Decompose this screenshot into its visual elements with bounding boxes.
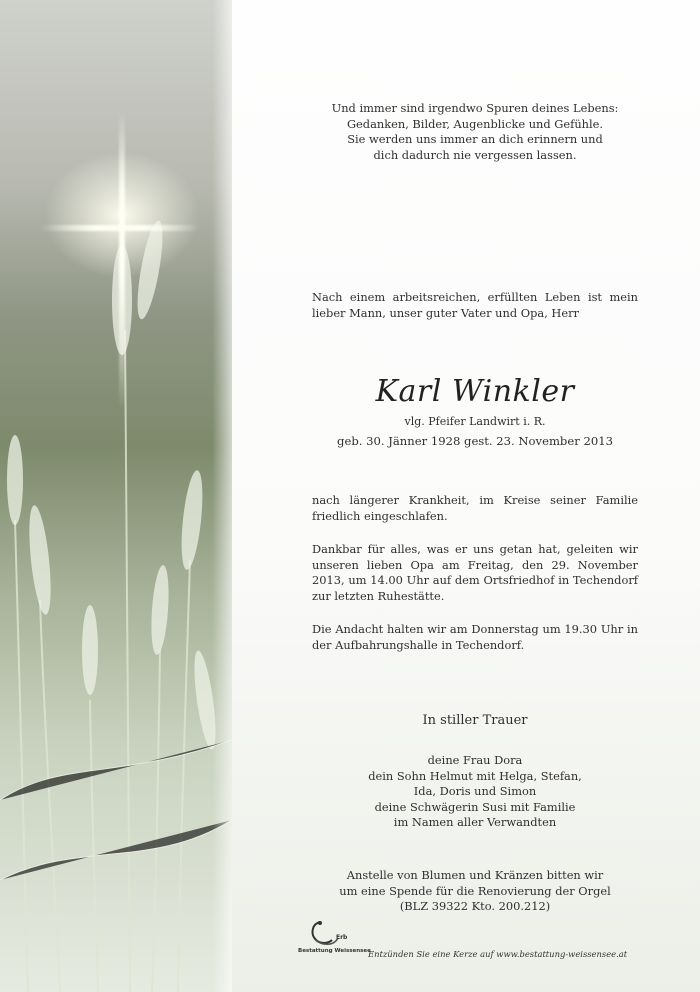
- wheat-cross-photo: [0, 0, 232, 992]
- family-member: deine Schwägerin Susi mit Familie: [374, 799, 576, 814]
- light-cross-vertical: [119, 110, 125, 410]
- funeral-home-logo[interactable]: [298, 920, 371, 960]
- donation-note: [312, 868, 638, 915]
- footer: [298, 920, 638, 962]
- light-cross-horizontal: [40, 225, 200, 231]
- motto-line: Sie werden uns immer an dich erinnern und: [347, 132, 603, 146]
- donation-line: um eine Spende für die Renovierung der Orgel: [339, 883, 611, 898]
- paragraph-vigil: Die Andacht halten wir am Donnerstag um 19.30 Uhr in der Aufbahrungshalle in Techendorf.: [312, 622, 638, 652]
- intro-text: Nach einem arbeitsreichen, erfüllten Leben ist mein lieber Mann, unser guter Vater und Opa, Herr: [312, 290, 638, 320]
- motto-verse: [312, 101, 638, 163]
- nickname: vlg. Pfeifer Landwirt i. R.: [404, 415, 546, 428]
- family-member: dein Sohn Helmut mit Helga, Stefan,: [368, 768, 582, 783]
- family-member: Ida, Doris und Simon: [413, 784, 537, 798]
- family-member: deine Frau Dora: [427, 753, 523, 767]
- paragraph-passing: nach längerer Krankheit, im Kreise seiner Familie friedlich eingeschlafen.: [312, 493, 638, 523]
- family-member: im Namen aller Verwandten: [393, 815, 557, 829]
- donation-line: (BLZ 39322 Kto. 200.212): [399, 899, 551, 913]
- wheat-stalks-graphic: [0, 0, 232, 992]
- logo-text-top: Erb: [336, 934, 348, 941]
- motto-line: dich dadurch nie vergessen lassen.: [373, 147, 577, 162]
- motto-line: Gedanken, Bilder, Augenblicke und Gefühle.: [346, 116, 604, 131]
- paragraph-funeral: Dankbar für alles, was er uns getan hat, geleiten wir unseren lieben Opa am Freitag, den 29. November 2013, um 14.00 Uhr auf dem Ortsfriedhof in Techendorf zur letzten Ruhestätte.: [312, 542, 638, 603]
- logo-text-bottom: Bestattung Weissensee: [298, 948, 371, 954]
- life-dates: geb. 30. Jänner 1928 gest. 23. November 2013: [337, 434, 613, 448]
- photo-edge-fade: [212, 0, 232, 992]
- family-list: [312, 753, 638, 831]
- candle-link-text[interactable]: Entzünden Sie eine Kerze auf www.bestattung-weissensee.at: [368, 949, 628, 959]
- mourning-heading: In stiller Trauer: [422, 713, 528, 728]
- donation-line: Anstelle von Blumen und Kränzen bitten wir: [346, 868, 604, 882]
- motto-line: Und immer sind irgendwo Spuren deines Lebens:: [331, 101, 619, 115]
- deceased-name: Karl Winkler: [375, 374, 575, 409]
